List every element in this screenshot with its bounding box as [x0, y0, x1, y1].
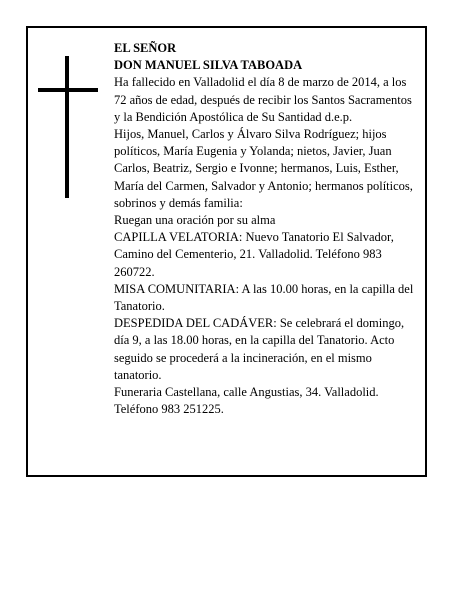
cross-vertical-bar — [65, 56, 69, 198]
latin-cross-icon — [38, 56, 98, 198]
prayer-request: Ruegan una oración por su alma — [114, 213, 276, 228]
family-list: Hijos, Manuel, Carlos y Álvaro Silva Rodríguez; hijos políticos, María Eugenia y Yolanda; nietos, Javier, Juan Carlos, Beatriz, Sergio e Ivonne; hermanos, Luis, Esther, María del Carmen, Salvador y Antonio; hermanos políticos, sobrinos y demás familia: — [114, 127, 413, 210]
chapel-info: CAPILLA VELATORIA: Nuevo Tanatorio El Salvador, Camino del Cementerio, 21. Valladolid. Teléfono 983 260722. — [114, 230, 394, 279]
funeral-home-info: Funeraria Castellana, calle Angustias, 34. Valladolid. Teléfono 983 251225. — [114, 385, 379, 417]
obituary-text — [114, 40, 420, 418]
mass-info: MISA COMUNITARIA: A las 10.00 horas, en la capilla del Tanatorio. — [114, 281, 414, 314]
deceased-name: DON MANUEL SILVA TABOADA — [114, 58, 303, 73]
obituary-notice — [26, 26, 427, 477]
cross-horizontal-bar — [38, 88, 98, 92]
farewell-info: DESPEDIDA DEL CADÁVER: Se celebrará el domingo, día 9, a las 18.00 horas, en la capilla del Tanatorio. Acto seguido se procederá a la incineración, en el mismo tanatorio. — [114, 316, 405, 382]
death-announcement: Ha fallecido en Valladolid el día 8 de marzo de 2014, a los 72 años de edad, después de recibir los Santos Sacramentos y la Bendición Apostólica de Su Santidad d.e.p. — [114, 75, 412, 124]
heading-title: EL SEÑOR — [114, 41, 177, 55]
